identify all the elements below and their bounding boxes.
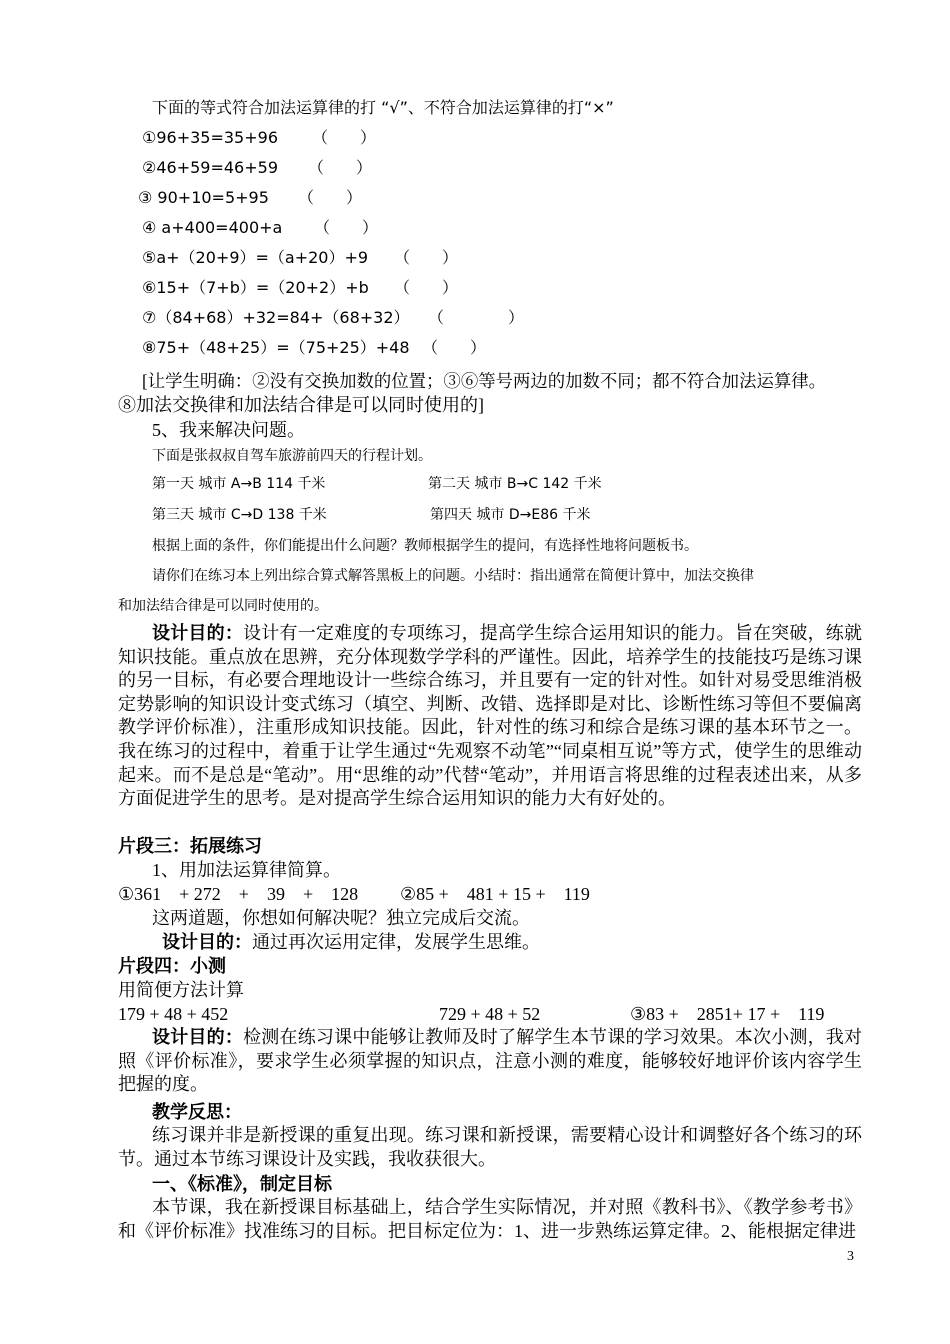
equation-item (142, 277, 459, 299)
trip-plan-day2: 第二天 城市 B→C 142 千米 (428, 476, 602, 492)
design-purpose-paragraph (118, 1026, 862, 1097)
trip-plan-day1: 第一天 城市 A→B 114 千米 (152, 476, 326, 492)
teaching-note: [让学生明确：②没有交换加数的位置；③⑥等号两边的加数不同；都不符合加法运算律。 (142, 371, 827, 391)
trip-plan-day3: 第三天 城市 C→D 138 千米 (152, 507, 327, 523)
expression: 179 + 48 + 452 (118, 1004, 229, 1024)
equation-item (142, 337, 487, 359)
answer-blank[interactable]: （ ） (428, 308, 525, 327)
reflection-heading: 教学反思： (152, 1102, 242, 1122)
equation-item (142, 127, 377, 149)
segment-heading: 片段三：拓展练习 (118, 836, 262, 856)
equation-text: ⑤a+（20+9）=（a+20）+9 (142, 248, 369, 267)
equation-item (142, 307, 525, 329)
design-purpose-paragraph (118, 622, 862, 811)
segment-question: 这两道题，你想如何解决呢？独立完成后交流。 (152, 908, 530, 928)
expression: ②85 + 481 + 15 + 119 (400, 884, 590, 904)
expression: ③83 + 2851+ 17 + 119 (630, 1004, 825, 1024)
segment-heading: 片段四：小测 (118, 956, 226, 976)
design-purpose-text: 通过再次运用定律，发展学生思维。 (252, 932, 540, 952)
exercise-summary: 和加法结合律是可以同时使用的。 (118, 598, 328, 614)
teaching-note: ⑧加法交换律和加法结合律是可以同时使用的] (118, 395, 484, 415)
expression: 729 + 48 + 52 (439, 1004, 541, 1024)
exercise-instruction: 下面的等式符合加法运算律的打 “√”、不符合加法运算律的打“×” (152, 98, 614, 117)
equation-item (142, 157, 373, 179)
section-paragraph: 本节课，我在新授课目标基础上，结合学生实际情况，并对照《教科书》、《教学参考书》和《评价标准》找准练习的目标。把目标定位为：1、进一步熟练运算定律。2、能根据定律进 (118, 1197, 862, 1241)
answer-blank[interactable]: （ ） (314, 218, 379, 237)
equation-text: ③ 90+10=5+95 (138, 188, 269, 207)
answer-blank[interactable]: （ ） (394, 278, 459, 297)
answer-blank[interactable]: （ ） (394, 248, 459, 267)
equation-text: ④ a+400=400+a (142, 218, 283, 237)
exercise-heading: 5、我来解决问题。 (152, 420, 305, 440)
answer-blank[interactable]: （ ） (308, 158, 373, 177)
exercise-intro: 下面是张叔叔自驾车旅游前四天的行程计划。 (152, 448, 432, 464)
equation-text: ②46+59=46+59 (142, 158, 278, 177)
answer-blank[interactable]: （ ） (422, 338, 487, 357)
page-number: 3 (847, 1249, 854, 1264)
design-purpose-label: 设计目的： (152, 623, 244, 643)
section-heading: 一、《标准》，制定目标 (152, 1174, 332, 1194)
segment-task: 1、用加法运算律简算。 (152, 860, 341, 880)
equation-item (138, 187, 363, 209)
answer-blank[interactable]: （ ） (298, 188, 363, 207)
design-purpose-paragraph (162, 930, 540, 954)
expression: ①361 + 272 + 39 + 128 (118, 884, 359, 904)
design-purpose-text: 检测在练习课中能够让教师及时了解学生本节课的学习效果。本次小测，我对照《评价标准》，要求学生必须掌握的知识点，注意小测的难度，能够较好地评价该内容学生把握的度。 (118, 1027, 863, 1095)
design-purpose-text: 设计有一定难度的专项练习，提高学生综合运用知识的能力。旨在突破，练就知识技能。重点放在思辨，充分体现数学学科的严谨性。因此，培养学生的技能技巧是练习课的另一目标，有必要合理地设计一些综合练习，并且要有一定的针对性。如针对易受思维消极定势影响的知识设计变式练习（填空、判断、改错、选择即是对比、诊断性练习等但不要偏离教学评价标准），注重形成知识技能。因此，针对性的练习和综合是练习课的基本环节之一。我在练习的过程中，着重于让学生通过“先观察不动笔”“同桌相互说”等方式，使学生的思维动起来。而不是总是“笔动”。用“思维的动”代替“笔动”，并用语言将思维的过程表述出来，从多方面促进学生的思考。是对提高学生综合运用知识的能力大有好处的。 (118, 623, 863, 809)
equation-text: ①96+35=35+96 (142, 128, 278, 147)
reflection-paragraph: 练习课并非是新授课的重复出现。练习课和新授课，需要精心设计和调整好各个练习的环节。通过本节练习课设计及实践，我收获很大。 (118, 1125, 862, 1169)
segment-task: 用简便方法计算 (118, 980, 244, 1000)
answer-blank[interactable]: （ ） (312, 128, 377, 147)
equation-item (142, 217, 379, 239)
design-purpose-label: 设计目的： (152, 1027, 244, 1047)
equation-text: ⑧75+（48+25）=（75+25）+48 (142, 338, 410, 357)
exercise-summary: 请你们在练习本上列出综合算式解答黑板上的问题。小结时：指出通常在简便计算中，加法交换律 (152, 568, 754, 584)
equation-item (142, 247, 459, 269)
exercise-question: 根据上面的条件，你们能提出什么问题？教师根据学生的提问，有选择性地将问题板书。 (152, 538, 698, 554)
design-purpose-label: 设计目的： (162, 932, 252, 952)
trip-plan-day4: 第四天 城市 D→E86 千米 (430, 507, 591, 523)
equation-text: ⑥15+（7+b）=（20+2）+b (142, 278, 369, 297)
equation-text: ⑦（84+68）+32=84+（68+32） (142, 308, 410, 327)
